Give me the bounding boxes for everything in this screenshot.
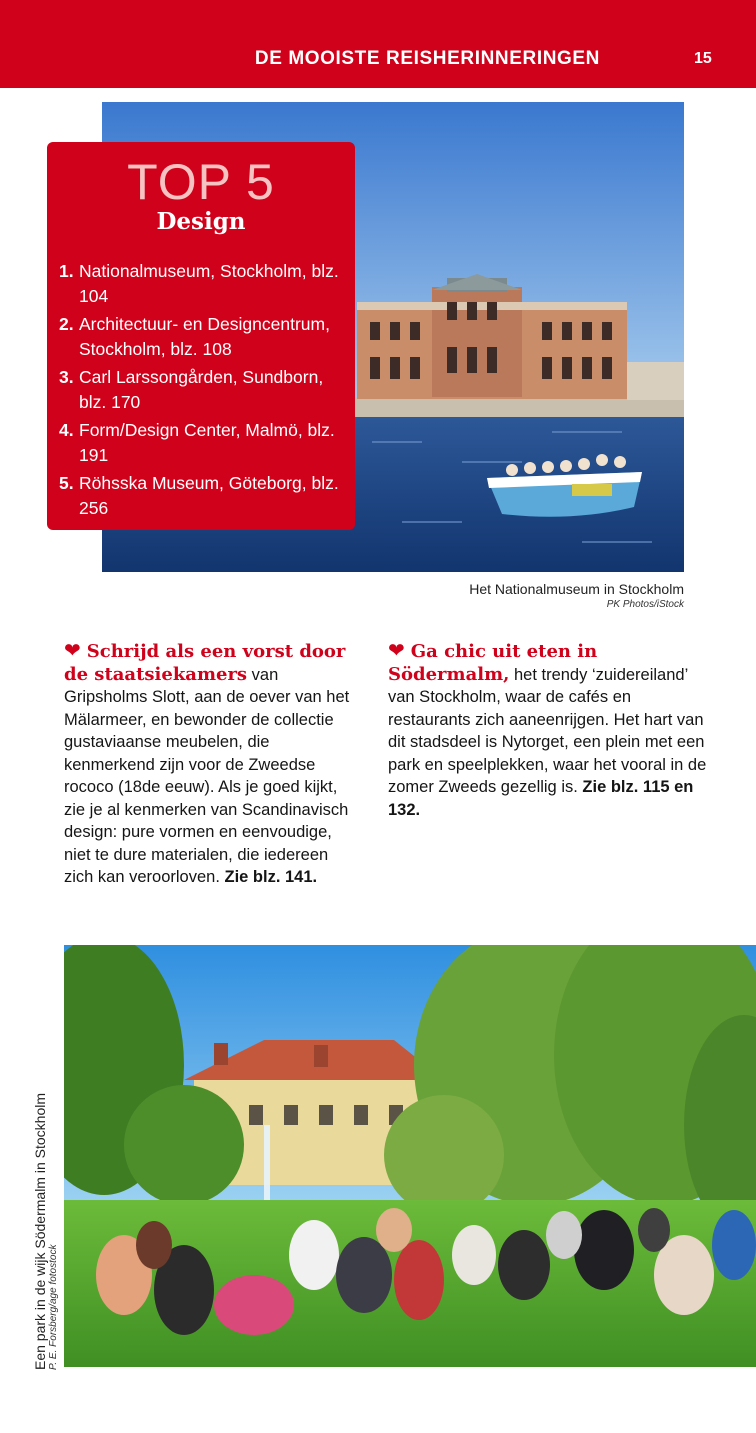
photo-caption-top: [469, 581, 684, 610]
photo-caption-side: [32, 1093, 60, 1370]
heart-icon: ❤: [388, 640, 405, 662]
list-item: 5. Röhsska Museum, Göteborg, blz. 256: [59, 473, 339, 518]
list-item: 1. Nationalmuseum, Stockholm, blz. 104: [59, 261, 339, 306]
right-column-text: [388, 640, 710, 821]
right-column-page-ref: Zie blz. 115 en 132.: [388, 778, 694, 819]
left-column-body: van Gripsholms Slott, aan de oever van het Mälarmeer, en bewonder de collectie gustaviaanse meubelen, die kenmerkend zijn voor de Zweedse rococo (18de eeuw). Als je goed kijkt, zie je al kenmerken van Scandinavisch design: pure vormen en eenvoudige, niet te dure materialen, die iedereen zich kan veroorloven.: [64, 665, 350, 886]
top5-heading: TOP 5: [127, 154, 275, 210]
sodermalm-park-photo: [64, 945, 756, 1367]
left-column-text: [64, 640, 360, 889]
caption-text: Het Nationalmuseum in Stockholm: [469, 581, 684, 597]
running-header: DE MOOISTE REISHERINNERINGEN: [254, 48, 600, 69]
right-column-lead: Ga chic uit eten in Södermalm,: [388, 641, 598, 685]
photo-credit: P. E. Forsberg/age fotostock: [48, 1244, 59, 1370]
list-item: 2. Architectuur- en Designcentrum, Stockholm, blz. 108: [59, 314, 330, 359]
heart-icon: ❤: [64, 640, 81, 662]
list-item: 3. Carl Larssongården, Sundborn, blz. 170: [59, 367, 324, 412]
photo-credit: PK Photos/iStock: [606, 599, 684, 610]
top5-subheading: Design: [156, 208, 246, 235]
top5-box: [47, 142, 355, 530]
left-column-page-ref: Zie blz. 141.: [224, 868, 318, 886]
header-band: [0, 0, 756, 88]
top5-list: [59, 259, 349, 524]
caption-text: Een park in de wijk Södermalm in Stockholm: [32, 1092, 48, 1370]
right-column-body: het trendy ‘zuidereiland’ van Stockholm, waar de cafés en restaurants zich aaneenrijgen. Het hart van dit stadsdeel is Nytorget, een plein met een park en speelplekken, waar het vooral in de zomer Zweeds gezellig is.: [388, 665, 707, 796]
left-column-lead: Schrijd als een vorst door de staatsiekamers: [64, 641, 346, 685]
list-item: 4. Form/Design Center, Malmö, blz. 191: [59, 420, 335, 465]
page-number: 15: [694, 50, 712, 67]
